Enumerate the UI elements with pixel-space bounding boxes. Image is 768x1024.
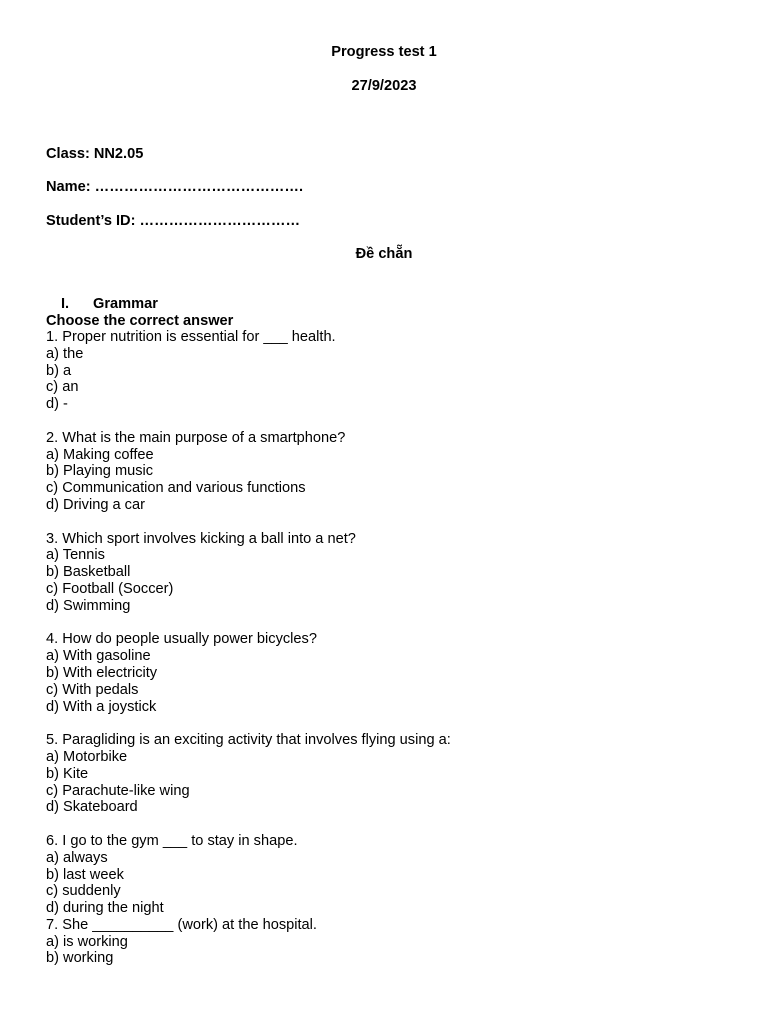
- answer-option: b) Playing music: [46, 463, 154, 480]
- answer-option: c) Football (Soccer): [46, 580, 174, 597]
- question-item: [46, 732, 451, 833]
- answer-option: d) during the night: [46, 900, 164, 917]
- section-title: Grammar: [93, 296, 158, 312]
- test-version: Đề chẵn: [355, 246, 413, 262]
- name-line: Name: …………………………………….: [46, 179, 304, 195]
- question-item: [46, 329, 451, 430]
- question-text: 7. She __________ (work) at the hospital.: [46, 916, 317, 933]
- test-title: Progress test 1: [331, 44, 437, 60]
- answer-option: b) Kite: [46, 765, 89, 782]
- question-text: 4. How do people usually power bicycles?: [46, 631, 317, 648]
- answer-option: a) Making coffee: [46, 446, 154, 463]
- question-item: [46, 631, 451, 732]
- answer-option: b) working: [46, 950, 114, 967]
- answer-option: c) Parachute-like wing: [46, 782, 190, 799]
- answer-option: b) Basketball: [46, 564, 131, 581]
- question-spacer: [46, 715, 451, 732]
- answer-option: a) Tennis: [46, 547, 105, 564]
- answer-option: a) Motorbike: [46, 748, 128, 765]
- question-spacer: [46, 816, 451, 833]
- answer-option: b) a: [46, 362, 72, 379]
- answer-option: c) With pedals: [46, 681, 139, 698]
- answer-option: c) Communication and various functions: [46, 480, 306, 497]
- question-text: 1. Proper nutrition is essential for ___ health.: [46, 329, 336, 345]
- answer-option: d) Swimming: [46, 597, 131, 614]
- question-item: [46, 531, 451, 632]
- question-text: 2. What is the main purpose of a smartphone?: [46, 429, 346, 446]
- class-line: Class: NN2.05: [46, 146, 144, 162]
- question-text: 5. Paragliding is an exciting activity that involves flying using a:: [46, 732, 451, 749]
- question-item: [46, 917, 451, 967]
- answer-option: c) an: [46, 379, 79, 396]
- question-text: 6. I go to the gym ___ to stay in shape.: [46, 832, 298, 849]
- question-spacer: [46, 514, 451, 531]
- answer-option: b) With electricity: [46, 664, 158, 681]
- section-number: I.: [61, 296, 70, 312]
- answer-option: d) Driving a car: [46, 496, 145, 513]
- question-item: [46, 430, 451, 531]
- answer-option: d) With a joystick: [46, 698, 157, 715]
- answer-option: a) always: [46, 849, 108, 866]
- answer-option: a) the: [46, 345, 84, 362]
- student-id-line: Student’s ID: ……………………………: [46, 213, 301, 229]
- answer-option: d) -: [46, 396, 68, 413]
- question-text: 3. Which sport involves kicking a ball into a net?: [46, 530, 356, 547]
- section-instruction: Choose the correct answer: [46, 313, 234, 329]
- answer-option: a) With gasoline: [46, 648, 151, 665]
- answer-option: a) is working: [46, 933, 128, 950]
- question-spacer: [46, 413, 451, 430]
- question-list: [46, 329, 451, 967]
- answer-option: d) Skateboard: [46, 799, 138, 816]
- question-item: [46, 833, 451, 917]
- test-date: 27/9/2023: [351, 78, 417, 94]
- question-spacer: [46, 615, 451, 632]
- answer-option: b) last week: [46, 866, 124, 883]
- answer-option: c) suddenly: [46, 883, 121, 900]
